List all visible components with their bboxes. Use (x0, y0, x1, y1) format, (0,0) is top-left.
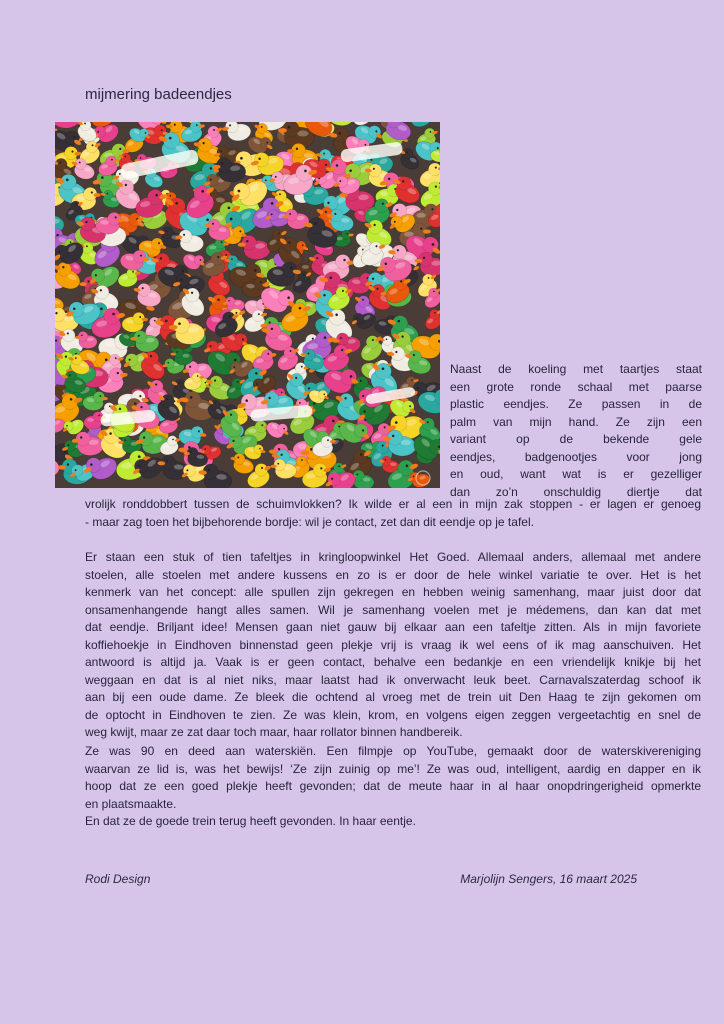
text-line: antwoord is altijd ja. Vaak is er geen contact, behalve een bedankje en een vriendelijk knikje bij het (85, 655, 701, 669)
paragraph-3 (85, 743, 701, 813)
rubber-ducks-photo (55, 122, 440, 488)
text-line: eendjes, badgenootjes voor jong (450, 449, 702, 464)
text-line: - maar zag toen het bijbehorende bordje: wil je contact, zet dan dit eendje op je tafel. (85, 514, 534, 529)
text-line: vrolijk ronddobbert tussen de schuimvlokken? Ik wilde er al een in mijn zak stoppen - er lagen er genoeg (85, 497, 701, 511)
page-title: mijmering badeendjes (85, 86, 232, 103)
text-line: En dat ze de goede trein terug heeft gevonden. In haar eentje. (85, 814, 416, 828)
text-line: weg kwijt, maar ze zat daar toch maar, haar rollator binnen handbereik. (85, 725, 463, 739)
rubber-ducks-illustration (55, 122, 440, 488)
paragraph-1-wrapped-column (450, 361, 702, 501)
text-line: dat eendje. Briljant idee! Mensen gaan niet gauw bij elkaar aan een tafeltje zitten. Als in mijn favoriete (85, 620, 701, 634)
paragraph-1-continuation (85, 496, 701, 531)
text-line: palm van mijn hand. Ze zijn een (450, 414, 702, 429)
text-line: weggaan en dat is al niet niks, maar laatst had ik onverwacht leuk beet. Carnavalszaterdag schoof ik (85, 672, 701, 687)
text-line: de optocht in Eindhoven te zien. Ze was klein, krom, en volgens eigen zeggen vergeetachtig en snel de (85, 707, 701, 722)
text-line: waarvan ze lid is, was het bewijs! ‘Ze zijn zuinig op me’! Ze was oud, intelligent, aardig en dapper en ik (85, 761, 701, 776)
text-line: en oud, want wat is er gezelliger (450, 467, 702, 481)
text-line: variant op de bekende gele (450, 432, 702, 446)
text-line: aan bij een oude dame. Ze bleek die ochtend al vroeg met de trein uit Den Haag te zijn gekomen om (85, 690, 701, 704)
text-line: een grote ronde schaal met paarse (450, 379, 702, 394)
footer-author-date: Marjolijn Sengers, 16 maart 2025 (460, 872, 637, 886)
text-line: dan zo’n onschuldig diertje dat (450, 484, 702, 499)
text-line: Ze was 90 en deed aan waterskiën. Een filmpje op YouTube, gemaakt door de waterskivereniging (85, 744, 701, 758)
text-line: Er staan een stuk of tien tafeltjes in kringloopwinkel Het Goed. Allemaal anders, allemaal met andere (85, 550, 701, 564)
text-line: onsamenhangende hangt alles samen. Wil je samenhang voelen met je médemens, dan kan dat met (85, 602, 701, 617)
page-footer (85, 872, 637, 886)
text-line: en plaatsmaakte. (85, 796, 177, 811)
paragraph-4 (85, 813, 701, 831)
text-line: hoop dat ze een goed plekje heeft gevonden; dat de meute haar in al haar onopdringerigheid opmerkte (85, 779, 701, 793)
text-line: koffiehoekje in Eindhoven binnenstad geen plekje vrij is vraag ik wel eens of ik mag aanschuiven. Het (85, 637, 701, 652)
text-line: plastic eendjes. Ze passen in de (450, 397, 702, 411)
footer-design-credit: Rodi Design (85, 872, 151, 886)
text-line: kenmerk van het concept: alle spullen zijn gekregen en hebben weinig samenhang, maar juist door dat (85, 585, 701, 599)
paragraph-2 (85, 549, 701, 742)
text-line: stoelen, alle stoelen met andere kussens en zo is er door de hele winkel variatie te over. Het is het (85, 567, 701, 582)
text-line: Naast de koeling met taartjes staat (450, 362, 702, 376)
